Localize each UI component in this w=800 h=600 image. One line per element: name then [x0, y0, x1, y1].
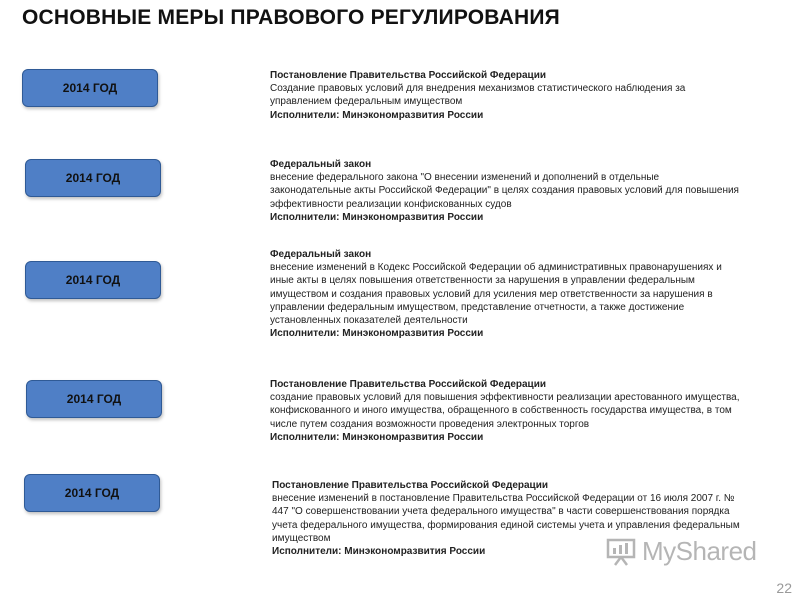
- measure-block-1: [270, 69, 740, 122]
- measure-body: создание правовых условий для повышения эффективности реализации арестованного имущества, конфискованного и иного имущества, обращенного в собственность государства имущества, в том числе путем создания возможности проведения электронных торгов: [270, 392, 740, 430]
- measure-block-4: [270, 378, 740, 444]
- measure-heading: Постановление Правительства Российской Федерации: [270, 70, 546, 81]
- year-badge-4: 2014 ГОД: [26, 380, 162, 418]
- year-badge-3: 2014 ГОД: [25, 261, 161, 299]
- presentation-board-icon: [606, 537, 636, 567]
- measure-responsible: Исполнители: Минэкономразвития России: [270, 328, 484, 340]
- measure-block-3: [270, 248, 740, 340]
- measure-responsible: Исполнители: Минэкономразвития России: [270, 109, 484, 121]
- year-badge-5: 2014 ГОД: [24, 474, 160, 512]
- watermark-text: MyShared: [642, 536, 757, 566]
- measure-responsible: Исполнители: Минэкономразвития России: [272, 546, 486, 558]
- measure-heading: Федеральный закон: [270, 159, 372, 170]
- measure-heading: Постановление Правительства Российской Федерации: [270, 379, 546, 390]
- page-number: 22: [776, 580, 792, 596]
- measure-heading: Постановление Правительства Российской Федерации: [272, 480, 548, 491]
- measure-body: Создание правовых условий для внедрения механизмов статистического наблюдения за управлением федеральным имуществом: [270, 83, 686, 108]
- measure-heading: Федеральный закон: [270, 249, 372, 260]
- watermark: [606, 536, 757, 567]
- measure-body: внесение изменений в постановление Правительства Российской Федерации от 16 июля 2007 г. № 447 "О совершенствовании учета федерального имущества" в части совершенствования порядка учета федерального имущества, формирования единой системы учета и управления федеральным имуществом: [272, 493, 740, 544]
- year-badge-2: 2014 ГОД: [25, 159, 161, 197]
- page-title: ОСНОВНЫЕ МЕРЫ ПРАВОВОГО РЕГУЛИРОВАНИЯ: [22, 6, 560, 29]
- measure-responsible: Исполнители: Минэкономразвития России: [270, 211, 484, 223]
- measure-responsible: Исполнители: Минэкономразвития России: [270, 431, 484, 443]
- year-badge-1: 2014 ГОД: [22, 69, 158, 107]
- measure-block-2: [270, 158, 740, 224]
- measure-body: внесение изменений в Кодекс Российской Федерации об административных правонарушениях и иные акты в целях повышения ответственности за нарушения в управлении федеральным имуществом и создания правовых условий для усиления мер ответственности за нарушения в управлении федеральным имуществом, представление отчетности, а также достижение установленных показателей деятельности: [270, 262, 722, 327]
- measure-body: внесение федерального закона "О внесении изменений и дополнений в отдельные законодательные акты Российской Федерации" в целях создания правовых условий для повышения эффективности реализации конфискованных судов: [270, 172, 739, 210]
